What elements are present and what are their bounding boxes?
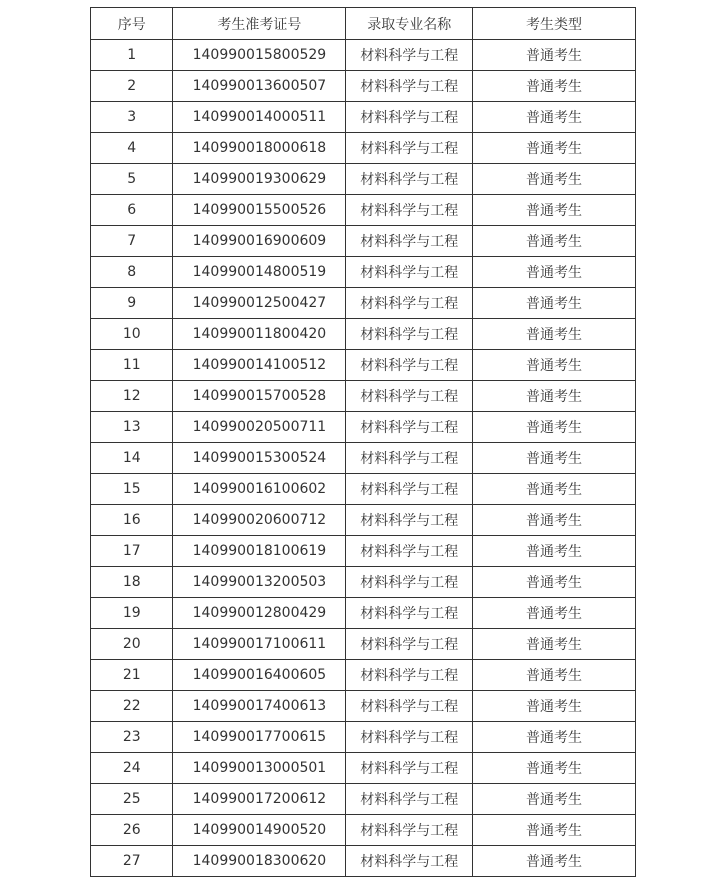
cell-exam-id: 140990016100602: [173, 474, 346, 505]
cell-exam-id: 140990015300524: [173, 443, 346, 474]
table-row: [91, 443, 636, 474]
cell-exam-id: 140990019300629: [173, 164, 346, 195]
table-row: [91, 629, 636, 660]
cell-major: 材料科学与工程: [346, 164, 473, 195]
cell-serial: 7: [91, 226, 173, 257]
cell-exam-id: 140990016400605: [173, 660, 346, 691]
cell-major: 材料科学与工程: [346, 629, 473, 660]
cell-exam-id: 140990020600712: [173, 505, 346, 536]
cell-exam-id: 140990013000501: [173, 753, 346, 784]
cell-exam-id: 140990020500711: [173, 412, 346, 443]
table-row: [91, 257, 636, 288]
cell-candidate-type: 普通考生: [473, 722, 636, 753]
cell-exam-id: 140990017700615: [173, 722, 346, 753]
cell-major: 材料科学与工程: [346, 381, 473, 412]
cell-serial: 26: [91, 815, 173, 846]
column-header-serial: 序号: [91, 8, 173, 40]
table-row: [91, 536, 636, 567]
cell-candidate-type: 普通考生: [473, 195, 636, 226]
admission-table: [90, 7, 636, 877]
cell-major: 材料科学与工程: [346, 753, 473, 784]
table-row: [91, 722, 636, 753]
cell-exam-id: 140990014100512: [173, 350, 346, 381]
cell-exam-id: 140990017100611: [173, 629, 346, 660]
cell-serial: 5: [91, 164, 173, 195]
cell-candidate-type: 普通考生: [473, 412, 636, 443]
table-row: [91, 784, 636, 815]
cell-candidate-type: 普通考生: [473, 71, 636, 102]
cell-serial: 3: [91, 102, 173, 133]
cell-exam-id: 140990014800519: [173, 257, 346, 288]
cell-candidate-type: 普通考生: [473, 40, 636, 71]
cell-candidate-type: 普通考生: [473, 350, 636, 381]
cell-serial: 12: [91, 381, 173, 412]
cell-exam-id: 140990014900520: [173, 815, 346, 846]
cell-major: 材料科学与工程: [346, 40, 473, 71]
cell-major: 材料科学与工程: [346, 412, 473, 443]
cell-candidate-type: 普通考生: [473, 164, 636, 195]
cell-candidate-type: 普通考生: [473, 567, 636, 598]
cell-major: 材料科学与工程: [346, 815, 473, 846]
table-row: [91, 660, 636, 691]
cell-serial: 24: [91, 753, 173, 784]
cell-candidate-type: 普通考生: [473, 691, 636, 722]
table-row: [91, 164, 636, 195]
cell-major: 材料科学与工程: [346, 598, 473, 629]
table-row: [91, 412, 636, 443]
cell-serial: 20: [91, 629, 173, 660]
cell-serial: 25: [91, 784, 173, 815]
cell-serial: 21: [91, 660, 173, 691]
table-row: [91, 691, 636, 722]
cell-exam-id: 140990011800420: [173, 319, 346, 350]
cell-candidate-type: 普通考生: [473, 505, 636, 536]
cell-serial: 9: [91, 288, 173, 319]
cell-exam-id: 140990015800529: [173, 40, 346, 71]
cell-exam-id: 140990018000618: [173, 133, 346, 164]
cell-major: 材料科学与工程: [346, 536, 473, 567]
table-row: [91, 815, 636, 846]
cell-candidate-type: 普通考生: [473, 784, 636, 815]
table-body: [91, 40, 636, 877]
cell-candidate-type: 普通考生: [473, 598, 636, 629]
cell-serial: 2: [91, 71, 173, 102]
cell-major: 材料科学与工程: [346, 133, 473, 164]
cell-exam-id: 140990013600507: [173, 71, 346, 102]
cell-major: 材料科学与工程: [346, 226, 473, 257]
table-row: [91, 505, 636, 536]
cell-major: 材料科学与工程: [346, 195, 473, 226]
table-row: [91, 567, 636, 598]
cell-exam-id: 140990017200612: [173, 784, 346, 815]
cell-serial: 6: [91, 195, 173, 226]
column-header-exam-id: 考生准考证号: [173, 8, 346, 40]
cell-serial: 22: [91, 691, 173, 722]
cell-exam-id: 140990015500526: [173, 195, 346, 226]
cell-candidate-type: 普通考生: [473, 319, 636, 350]
cell-exam-id: 140990012800429: [173, 598, 346, 629]
cell-major: 材料科学与工程: [346, 784, 473, 815]
cell-major: 材料科学与工程: [346, 846, 473, 877]
cell-exam-id: 140990014000511: [173, 102, 346, 133]
cell-serial: 16: [91, 505, 173, 536]
table-header-row: [91, 8, 636, 40]
table-row: [91, 71, 636, 102]
cell-serial: 18: [91, 567, 173, 598]
cell-major: 材料科学与工程: [346, 443, 473, 474]
table-row: [91, 846, 636, 877]
table-row: [91, 598, 636, 629]
table-row: [91, 319, 636, 350]
table-row: [91, 102, 636, 133]
cell-exam-id: 140990013200503: [173, 567, 346, 598]
table-row: [91, 226, 636, 257]
cell-major: 材料科学与工程: [346, 350, 473, 381]
table-row: [91, 40, 636, 71]
cell-candidate-type: 普通考生: [473, 536, 636, 567]
cell-major: 材料科学与工程: [346, 257, 473, 288]
cell-major: 材料科学与工程: [346, 102, 473, 133]
cell-major: 材料科学与工程: [346, 505, 473, 536]
column-header-candidate-type: 考生类型: [473, 8, 636, 40]
cell-major: 材料科学与工程: [346, 474, 473, 505]
cell-serial: 15: [91, 474, 173, 505]
cell-serial: 27: [91, 846, 173, 877]
cell-serial: 23: [91, 722, 173, 753]
table-row: [91, 753, 636, 784]
cell-candidate-type: 普通考生: [473, 443, 636, 474]
cell-serial: 1: [91, 40, 173, 71]
cell-candidate-type: 普通考生: [473, 660, 636, 691]
cell-exam-id: 140990017400613: [173, 691, 346, 722]
cell-major: 材料科学与工程: [346, 567, 473, 598]
table-row: [91, 381, 636, 412]
cell-major: 材料科学与工程: [346, 288, 473, 319]
cell-candidate-type: 普通考生: [473, 474, 636, 505]
cell-serial: 11: [91, 350, 173, 381]
table-row: [91, 133, 636, 164]
cell-serial: 14: [91, 443, 173, 474]
cell-serial: 13: [91, 412, 173, 443]
cell-serial: 17: [91, 536, 173, 567]
cell-candidate-type: 普通考生: [473, 102, 636, 133]
cell-candidate-type: 普通考生: [473, 257, 636, 288]
cell-exam-id: 140990015700528: [173, 381, 346, 412]
cell-serial: 19: [91, 598, 173, 629]
cell-exam-id: 140990018300620: [173, 846, 346, 877]
column-header-major: 录取专业名称: [346, 8, 473, 40]
cell-major: 材料科学与工程: [346, 722, 473, 753]
cell-candidate-type: 普通考生: [473, 815, 636, 846]
cell-exam-id: 140990012500427: [173, 288, 346, 319]
cell-candidate-type: 普通考生: [473, 629, 636, 660]
cell-candidate-type: 普通考生: [473, 846, 636, 877]
cell-major: 材料科学与工程: [346, 319, 473, 350]
table-row: [91, 195, 636, 226]
cell-candidate-type: 普通考生: [473, 226, 636, 257]
cell-exam-id: 140990018100619: [173, 536, 346, 567]
cell-major: 材料科学与工程: [346, 691, 473, 722]
cell-serial: 8: [91, 257, 173, 288]
cell-candidate-type: 普通考生: [473, 381, 636, 412]
cell-exam-id: 140990016900609: [173, 226, 346, 257]
table-row: [91, 288, 636, 319]
cell-serial: 4: [91, 133, 173, 164]
table-row: [91, 350, 636, 381]
cell-serial: 10: [91, 319, 173, 350]
cell-candidate-type: 普通考生: [473, 753, 636, 784]
table-row: [91, 474, 636, 505]
cell-candidate-type: 普通考生: [473, 288, 636, 319]
cell-major: 材料科学与工程: [346, 660, 473, 691]
cell-candidate-type: 普通考生: [473, 133, 636, 164]
cell-major: 材料科学与工程: [346, 71, 473, 102]
